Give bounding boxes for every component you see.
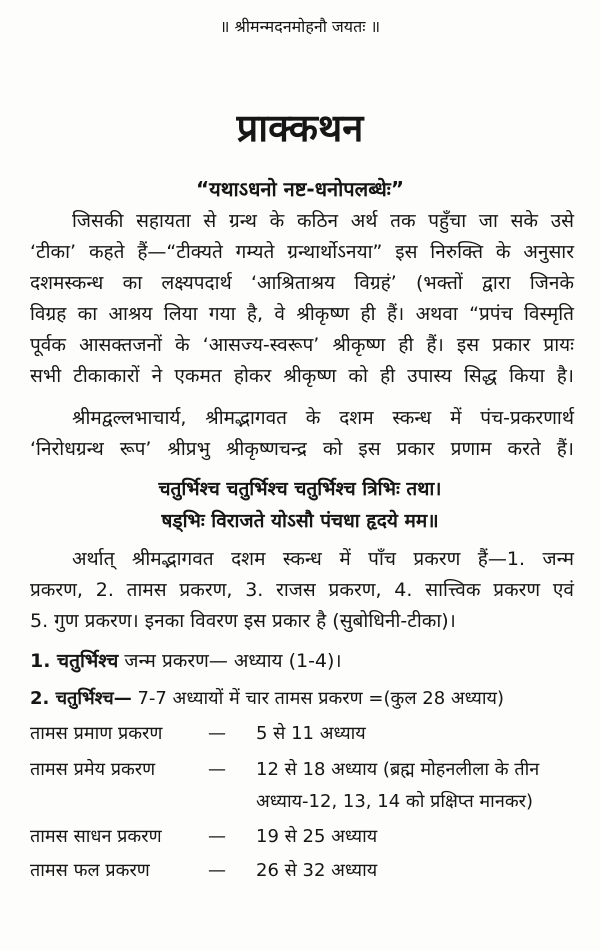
para3-line: 5. गुण प्रकरण। इनका विवरण इस प्रकार है (सुबोधिनी-टीका)।: [30, 610, 456, 632]
list-item: [30, 648, 342, 674]
para1-line: विग्रह का आश्रय लिया गया है, वे श्रीकृष्ण ही हैं। अथवा “प्रपंच विस्मृति: [30, 303, 574, 325]
row-dash: —: [208, 759, 226, 780]
item-text: 7-7 अध्यायों में चार तामस प्रकरण =(कुल 28 अध्याय): [131, 688, 504, 709]
row-dash: —: [208, 723, 226, 744]
para2-line: ‘निरोधग्रन्थ रूप’ श्रीप्रभु श्रीकृष्णचन्द्र को इस प्रकार प्रणाम करते हैं।: [30, 438, 574, 460]
row-name: तामस प्रमेय प्रकरण: [30, 759, 156, 780]
row-name: तामस फल प्रकरण: [30, 860, 150, 881]
para1-line: जिसकी सहायता से ग्रन्थ के कठिन अर्थ तक पहुँचा जा सके उसे: [72, 210, 574, 232]
list-item: [30, 686, 504, 712]
para1-line: पूर्वक आसक्तजनों के ‘आसज्य-स्वरूप’ श्रीकृष्ण ही हैं। इस प्रकार प्रायः: [30, 334, 574, 356]
para2-line: श्रीमद्वल्लभाचार्य, श्रीमद्भागवत के दशम स्कन्ध में पंच-प्रकरणार्थ: [72, 407, 574, 429]
para3-line: अर्थात् श्रीमद्भागवत दशम स्कन्ध में पाँच प्रकरण हैं—1. जन्म: [72, 548, 574, 570]
verse-line: चतुर्भिश्च चतुर्भिश्च चतुर्भिश्च त्रिभिः तथा।: [158, 478, 442, 500]
para1-line: सभी टीकाकारों ने एकमत होकर श्रीकृष्ण को ही उपास्य सिद्ध किया है।: [30, 365, 574, 387]
para1-line: दशमस्कन्ध का लक्ष्यपदार्थ ‘आश्रिताश्रय विग्रहं’ (भक्तों द्वारा जिनके: [30, 272, 574, 294]
row-extra: अध्याय-12, 13, 14 को प्रक्षिप्त मानकर): [256, 791, 534, 812]
page-header: ॥ श्रीमन्मदनमोहनौ जयतः ॥: [219, 17, 381, 36]
row-value: 26 से 32 अध्याय: [256, 860, 378, 881]
item-label: 2. चतुर्भिश्च—: [30, 688, 132, 709]
verse-line: षड्भिः विराजते योऽसौ पंचधा हृदये मम॥: [161, 510, 439, 532]
row-value: 5 से 11 अध्याय: [256, 723, 366, 744]
row-value: 19 से 25 अध्याय: [256, 826, 378, 847]
para1-line: ‘टीका’ कहते हैं—“टीक्यते गम्यते ग्रन्थार्थोऽनया” इस निरुक्ति के अनुसार: [30, 241, 574, 263]
item-text: जन्म प्रकरण— अध्याय (1-4)।: [118, 650, 342, 672]
page-title: प्राक्कथन: [236, 106, 364, 150]
item-label: 1. चतुर्भिश्च: [30, 650, 119, 672]
row-dash: —: [208, 826, 226, 847]
row-name: तामस प्रमाण प्रकरण: [30, 723, 163, 744]
title-quote: “यथाऽधनो नष्ट-धनोपलब्धेः”: [196, 177, 404, 201]
row-value: 12 से 18 अध्याय (ब्रह्म मोहनलीला के तीन: [256, 759, 540, 780]
row-dash: —: [208, 860, 226, 881]
para3-line: प्रकरण, 2. तामस प्रकरण, 3. राजस प्रकरण, 4. सात्त्विक प्रकरण एवं: [30, 579, 574, 601]
row-name: तामस साधन प्रकरण: [30, 826, 162, 847]
